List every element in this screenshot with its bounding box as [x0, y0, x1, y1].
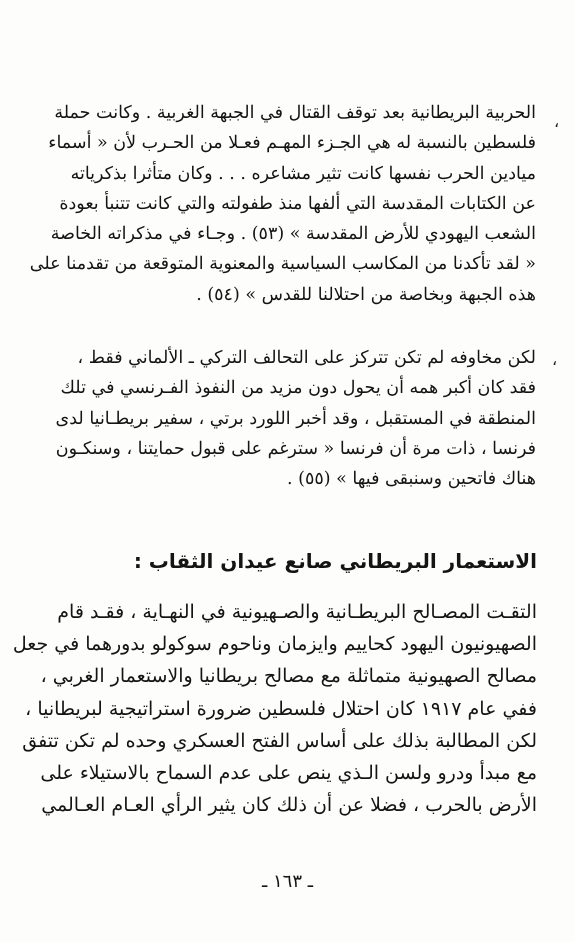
text-line: هذه الجبهة وبخاصة من احتلالنا للقدس » (٥٤) . — [196, 284, 536, 305]
text-line: الصهيونيون اليهود كحاييم وايزمان وناحوم سوكولو بدورهما في جعل — [12, 633, 537, 656]
text-line: التقـت المصـالح البريطـانية والصـهيونية في النهـاية ، فقـد قام — [57, 601, 537, 623]
text-line: مصالح الصهيونية متماثلة مع مصالح بريطانيا والاستعمار الغربي ، — [40, 665, 537, 688]
section-heading: الاستعمار البريطاني صانع عيدان الثقاب : — [133, 549, 537, 573]
text-line: « لقد تأكدنا من المكاسب السياسية والمعنوية المتوقعة من تقدمنا على — [29, 254, 536, 275]
paragraph-3 — [12, 596, 537, 821]
text-line: فقد كان أكبر همه أن يحول دون مزيد من النفوذ الفـرنسي في تلك — [60, 378, 536, 399]
text-line: عن الكتابات المقدسة التي ألفها منذ طفولته والتي كانت تتنبأ بعودة — [59, 193, 536, 214]
text-line: لكن مخاوفه لم تكن تتركز على التحالف التركي ـ الألماني فقط ، — [77, 348, 536, 368]
text-line: مع مبدأ ودرو ولسن الـذي ينص على عدم السماح بالاستيلاء على — [40, 762, 537, 785]
text-line: الأرض بالحرب ، فضلا عن أن ذلك كان يثير الرأي العـام العـالمي — [41, 794, 537, 817]
margin-mark: ، — [554, 112, 560, 131]
text-line: المنطقة في المستقبل ، وقد أخبر اللورد برتي ، سفير بريطـانيا لدى — [55, 408, 536, 429]
text-line: هناك فاتحين وسنبقى فيها » (٥٥) . — [286, 469, 536, 490]
paragraph-1 — [29, 98, 536, 310]
text-line: الحربية البريطانية بعد توقف القتال في الجبهة الغربية . وكانت حملة — [54, 103, 536, 123]
text-line: الشعب اليهودي للأرض المقدسة » (٥٣) . وجـاء في مذكراته الخاصة — [50, 224, 536, 245]
text-line: ميادين الحرب نفسها كانت تثير مشاعره . . . وكان متأثرا بذكرياته — [70, 163, 536, 184]
text-line: لكن المطالبة بذلك على أساس الفتح العسكري وحده لم تكن تتفق — [22, 729, 537, 752]
paragraph-2 — [55, 343, 536, 494]
text-line: فلسطين بالنسبة له هي الجـزء المهـم فعـلا من الحـرب لأن « أسماء — [48, 133, 536, 154]
text-line: فرنسا ، ذات مرة أن فرنسا « سترغم على قبول حمايتنا ، وسنكـون — [55, 438, 536, 459]
page-number: ـ ١٦٣ ـ — [261, 871, 313, 892]
text-line: ففي عام ١٩١٧ كان احتلال فلسطين ضرورة استراتيجية لبريطانيا ، — [25, 697, 537, 720]
margin-mark: ، — [552, 350, 558, 369]
